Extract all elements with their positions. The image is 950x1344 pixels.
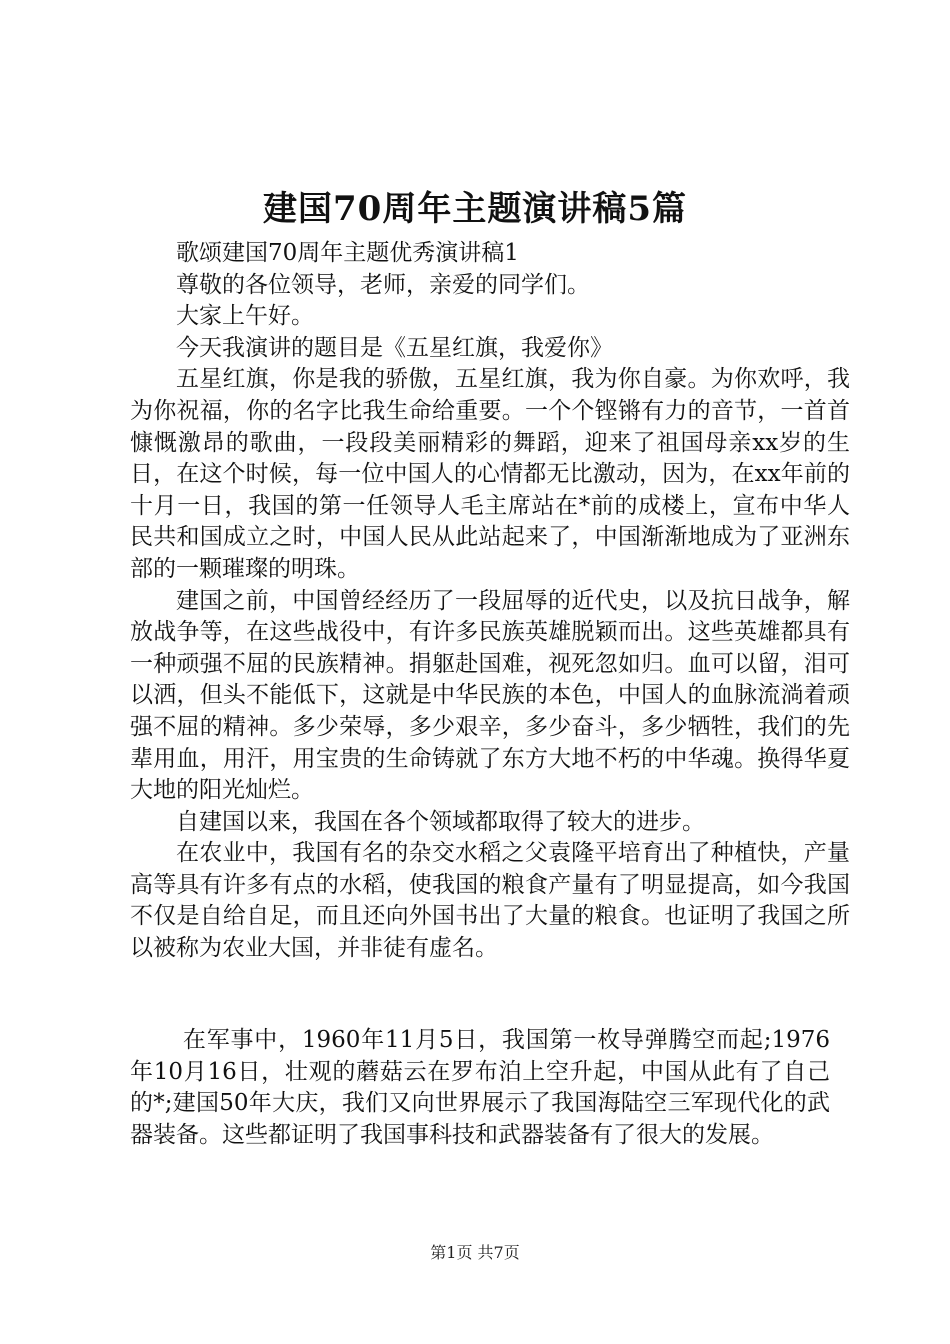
document-title: 建国70周年主题演讲稿5篇 [263,189,687,229]
paragraph-topic: 今天我演讲的题目是《五星红旗，我爱你》 [176,334,613,361]
paragraph-flag: 五星红旗，你是我的骄傲，五星红旗，我为你自豪。为你欢呼，我为你祝福，你的名字比我生命给重要。一个个铿锵有力的音节，一首首慷慨激昂的歌曲，一段段美丽精彩的舞蹈，迎来了祖国母亲xx岁的生日，在这个时候，每一位中国人的心情都无比激动，因为，在xx年前的十月一日，我国的第一任领导人毛主席站在*前的成楼上，宣布中华人民共和国成立之时，中国人民从此站起来了，中国渐渐地成为了亚洲东部的一颗璀璨的明珠。 [130,366,850,582]
paragraph-progress: 自建国以来，我国在各个领域都取得了较大的进步。 [176,808,705,835]
paragraph-greeting: 尊敬的各位领导，老师，亲爱的同学们。 [176,271,590,298]
paragraph-military: 在军事中，1960年11月5日，我国第一枚导弹腾空而起;1976年10月16日，壮观的蘑菇云在罗布泊上空升起，中国从此有了自己的*;建国50年大庆，我们又向世界展示了我国海陆空三军现代化的武器装备。这些都证明了我国事科技和武器装备有了很大的发展。 [130,1027,830,1148]
page-footer: 第1页 共7页 [430,1243,520,1262]
paragraph-agriculture: 在农业中，我国有名的杂交水稻之父袁隆平培育出了种植快，产量高等具有许多有点的水稻，使我国的粮食产量有了明显提高，如今我国不仅是自给自足，而且还向外国书出了大量的粮食。也证明了我国之所以被称为农业大国，并非徒有虚名。 [130,840,850,962]
paragraph-speech-heading: 歌颂建国70周年主题优秀演讲稿1 [176,240,519,266]
paragraph-history: 建国之前，中国曾经经历了一段屈辱的近代史，以及抗日战争，解放战争等，在这些战役中，有许多民族英雄脱颖而出。这些英雄都具有一种顽强不屈的民族精神。捐躯赴国难，视死忽如归。血可以留，泪可以洒，但头不能低下，这就是中华民族的本色，中国人的血脉流淌着顽强不屈的精神。多少荣辱，多少艰辛，多少奋斗，多少牺牲，我们的先辈用血，用汗，用宝贵的生命铸就了东方大地不朽的中华魂。换得华夏大地的阳光灿烂。 [130,587,850,804]
paragraph-good-morning: 大家上午好。 [176,303,314,330]
document-body [130,238,850,965]
document-body-military [130,1025,830,1151]
